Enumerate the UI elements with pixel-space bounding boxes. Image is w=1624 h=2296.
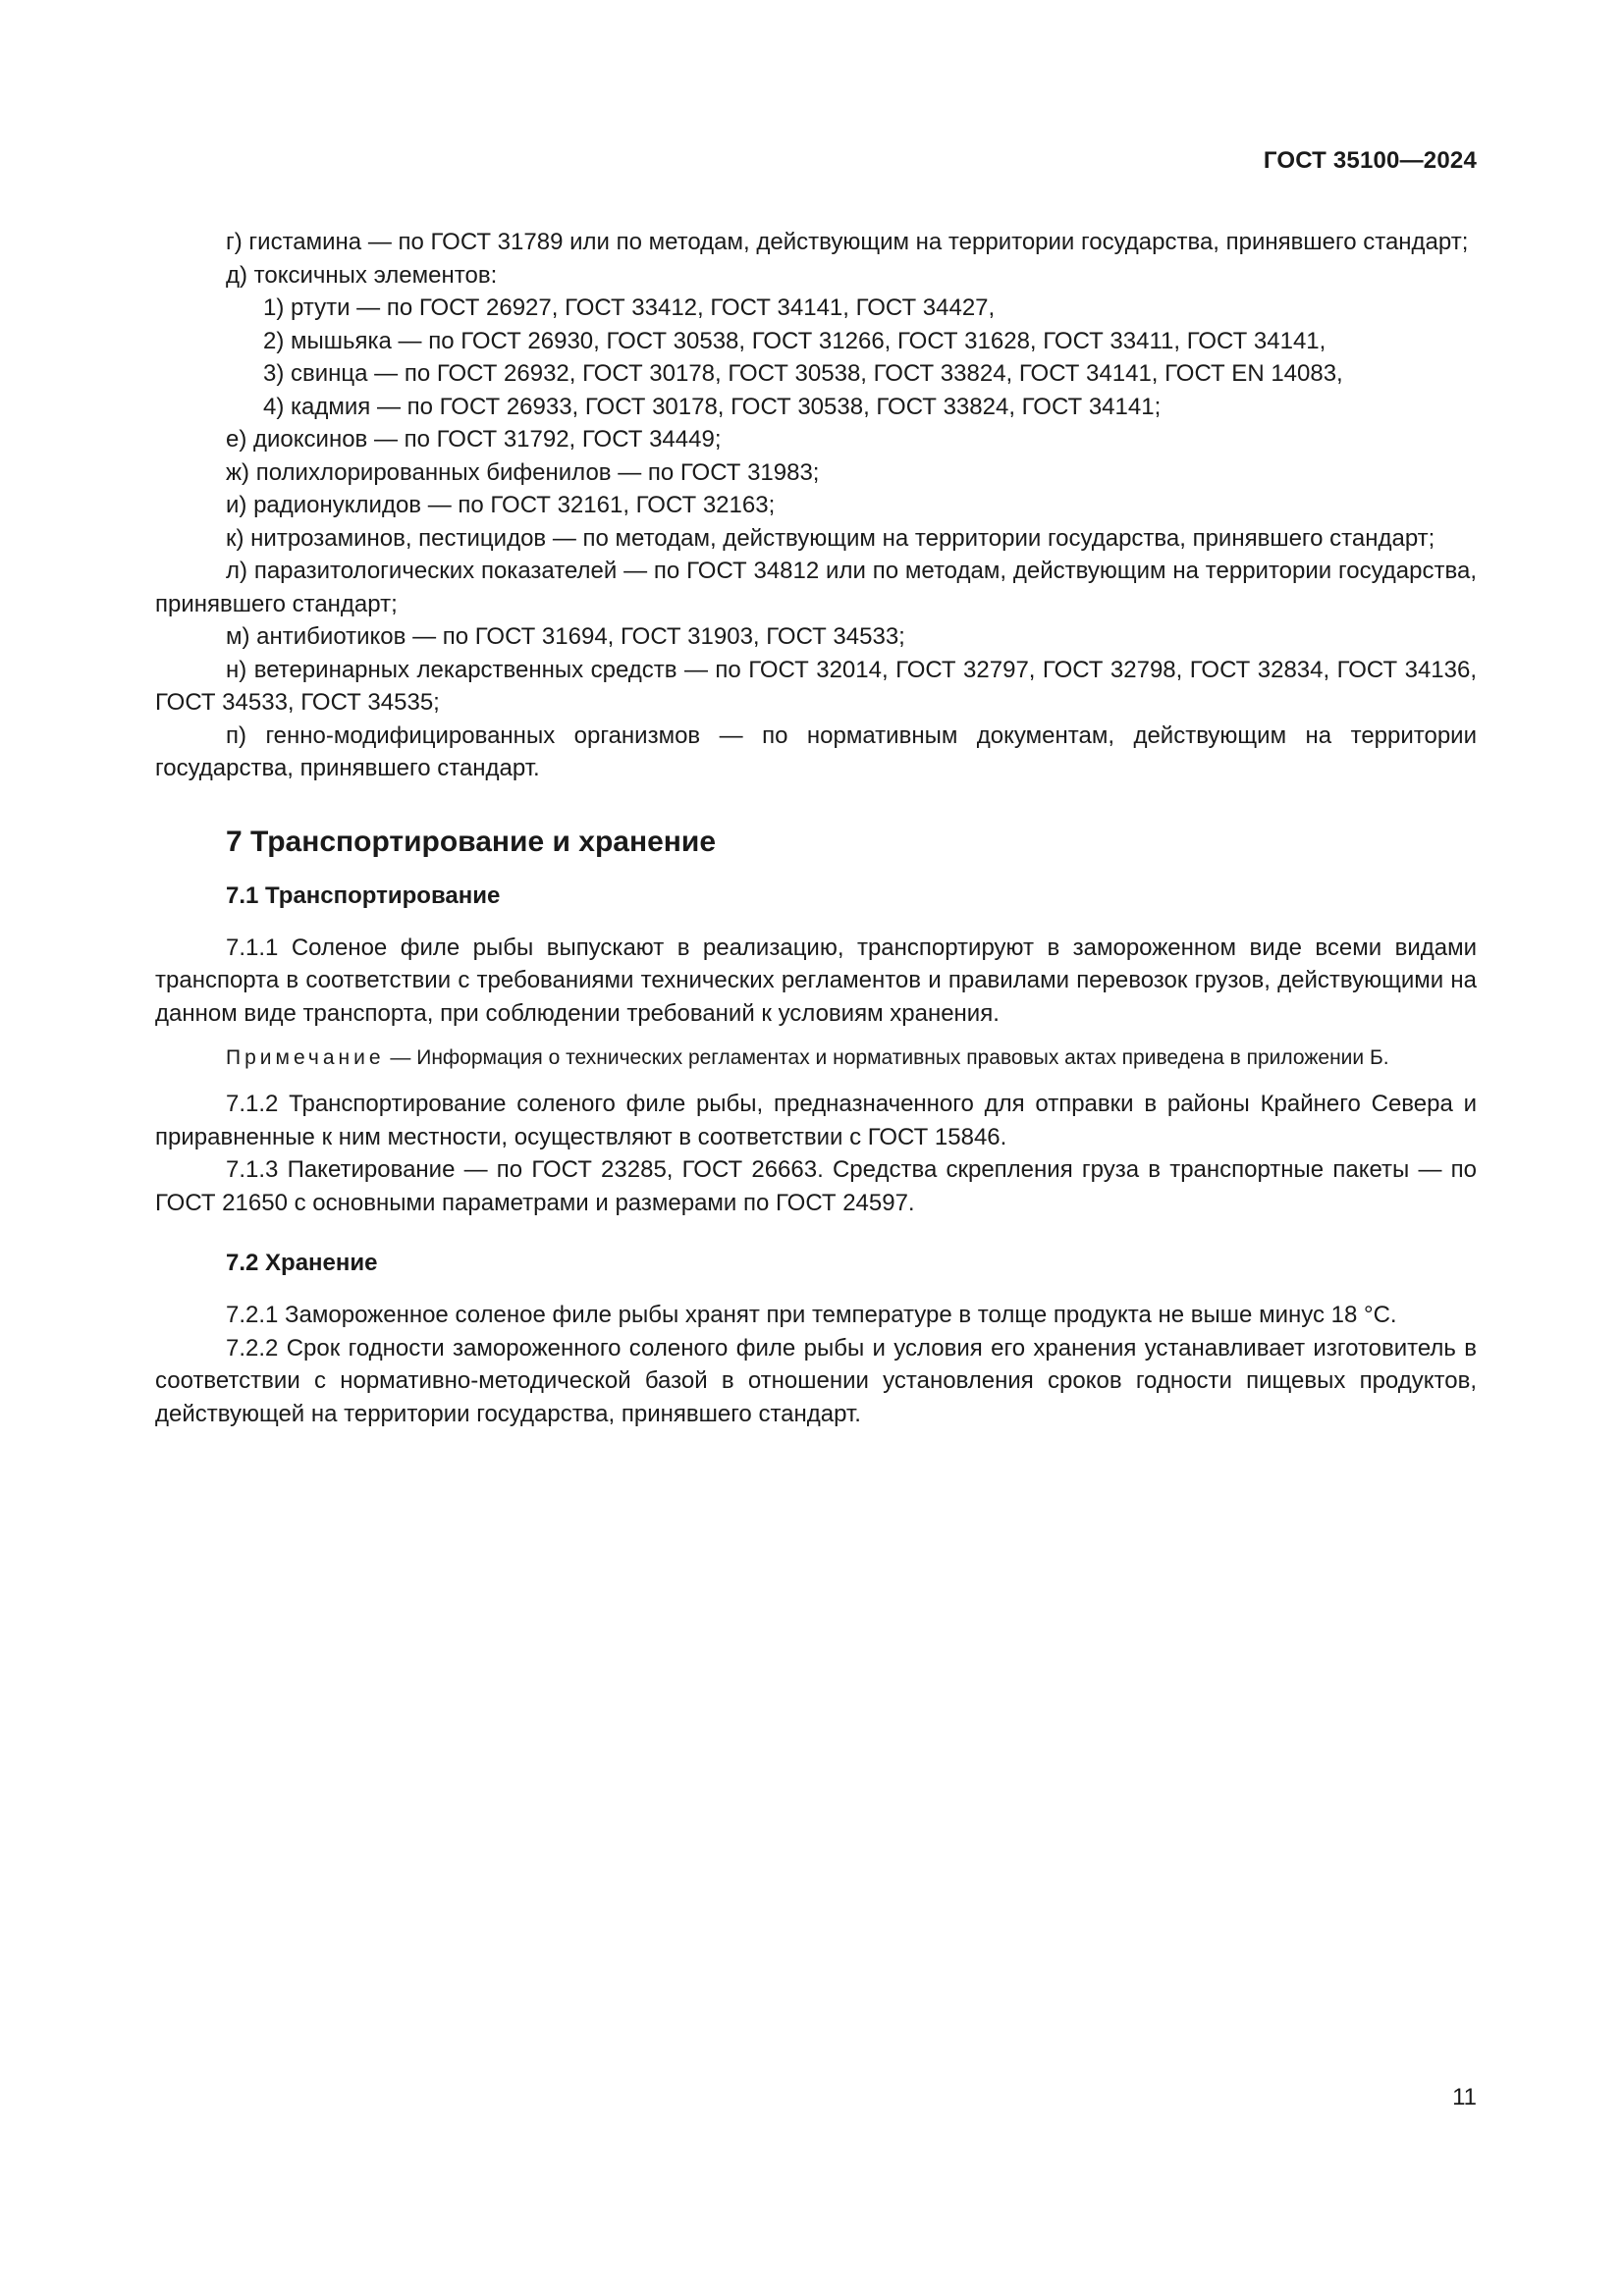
- page-body: [155, 226, 1477, 1430]
- list-item-e: е) диоксинов — по ГОСТ 31792, ГОСТ 34449;: [226, 426, 722, 453]
- list-item-zh: ж) полихлорированных бифенилов — по ГОСТ 31983;: [226, 458, 820, 486]
- paragraph-7-2-1: 7.2.1 Замороженное соленое филе рыбы хранят при температуре в толще продукта не выше минус 18 °С.: [226, 1302, 1397, 1328]
- list-item-m: м) антибиотиков — по ГОСТ 31694, ГОСТ 31903, ГОСТ 34533;: [226, 623, 905, 650]
- toxic-item-lead: 3) свинца — по ГОСТ 26932, ГОСТ 30178, ГОСТ 30538, ГОСТ 33824, ГОСТ 34141, ГОСТ EN 14083,: [263, 360, 1343, 387]
- list-item-g: г) гистамина — по ГОСТ 31789 или по методам, действующим на территории государства, принявшего стандарт;: [226, 229, 1469, 255]
- list-item-n: н) ветеринарных лекарственных средств — по ГОСТ 32014, ГОСТ 32797, ГОСТ 32798, ГОСТ 32834, ГОСТ 34136, ГОСТ 34533, ГОСТ 34535;: [155, 656, 1477, 716]
- section-7-title: 7 Транспортирование и хранение: [226, 825, 717, 858]
- page-number: 11: [1452, 2084, 1477, 2110]
- note: [155, 1041, 1477, 1074]
- section-7-2-title: 7.2 Хранение: [226, 1250, 378, 1276]
- section-7-1-title: 7.1 Транспортирование: [226, 881, 501, 909]
- list-item-d: д) токсичных элементов:: [226, 261, 498, 289]
- note-text: — Информация о технических регламентах и нормативных правовых актах приведена в приложении Б.: [384, 1046, 1389, 1069]
- note-label: Примечание: [226, 1046, 385, 1069]
- toxic-item-cadmium: 4) кадмия — по ГОСТ 26933, ГОСТ 30178, ГОСТ 30538, ГОСТ 33824, ГОСТ 34141;: [263, 393, 1162, 420]
- document-header: ГОСТ 35100—2024: [1263, 147, 1477, 174]
- list-item-i: и) радионуклидов — по ГОСТ 32161, ГОСТ 32163;: [226, 492, 776, 518]
- paragraph-7-1-1: 7.1.1 Соленое филе рыбы выпускают в реализацию, транспортируют в замороженном виде всеми видами транспорта в соответствии с требованиями технических регламентов и правилами перевозок грузов, действующими на данном виде транспорта, при соблюдении требований к условиям хранения.: [155, 934, 1477, 1027]
- paragraph-7-1-2: 7.1.2 Транспортирование соленого филе рыбы, предназначенного для отправки в районы Крайнего Севера и приравненные к ним местности, осуществляют в соответствии с ГОСТ 15846.: [155, 1091, 1477, 1150]
- list-item-k: к) нитрозаминов, пестицидов — по методам, действующим на территории государства, принявшего стандарт;: [226, 524, 1435, 552]
- toxic-item-arsenic: 2) мышьяка — по ГОСТ 26930, ГОСТ 30538, ГОСТ 31266, ГОСТ 31628, ГОСТ 33411, ГОСТ 34141,: [263, 327, 1326, 354]
- list-item-p: п) генно-модифицированных организмов — по нормативным документам, действующим на территории государства, принявшего стандарт.: [155, 721, 1477, 781]
- paragraph-7-1-3: 7.1.3 Пакетирование — по ГОСТ 23285, ГОСТ 26663. Средства скрепления груза в транспортные пакеты — по ГОСТ 21650 с основными параметрами и размерами по ГОСТ 24597.: [155, 1156, 1477, 1216]
- toxic-item-mercury: 1) ртути — по ГОСТ 26927, ГОСТ 33412, ГОСТ 34141, ГОСТ 34427,: [263, 294, 996, 321]
- paragraph-7-2-2: 7.2.2 Срок годности замороженного соленого филе рыбы и условия его хранения устанавливает изготовитель в соответствии с нормативно-методической базой в отношении установления сроков годности пищевых продуктов, действующей на территории государства, принявшего стандарт.: [155, 1334, 1477, 1427]
- list-item-l: л) паразитологических показателей — по ГОСТ 34812 или по методам, действующим на территории государства, принявшего стандарт;: [155, 558, 1477, 617]
